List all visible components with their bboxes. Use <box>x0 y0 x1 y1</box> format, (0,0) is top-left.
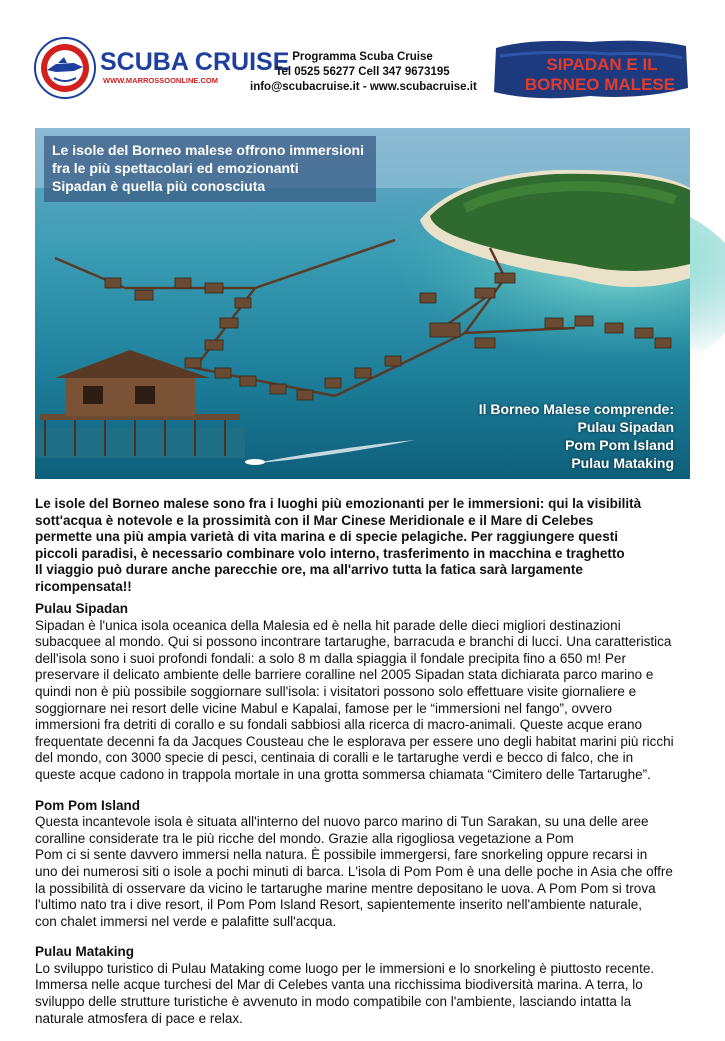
sipadan-borneo-logo <box>490 36 690 102</box>
intro-line: ricompensata!! <box>35 578 132 594</box>
hero-bottom-caption <box>479 400 674 472</box>
body-line: naturale atmosfera di pace e relax. <box>35 1010 243 1026</box>
hero-bottom-caption-line: Il Borneo Malese comprende: <box>478 401 674 417</box>
page-header <box>0 0 725 120</box>
body-line: con chalet immersi nel verde e palafitte sull'acqua. <box>35 913 337 929</box>
contact-info <box>250 50 475 95</box>
body-line: Sipadan è l'unica isola oceanica della Malesia ed è nella hit parade delle dieci migliori destinazioni <box>35 617 621 633</box>
hero-image <box>35 128 690 479</box>
hero-top-caption <box>44 136 376 202</box>
section-pulau-sipadan <box>35 601 695 784</box>
body-line: l'ultimo nato tra i dive resort, il Pom Pom Island Resort, sapientemente inserito nell'ambiente naturale, <box>35 897 642 913</box>
body-line: dell'isola sono i suoi profondi fondali: a solo 8 m dalla spiaggia il fondale precipita fino a 650 m! Per <box>35 650 626 666</box>
body-line: Immersa nelle acque turchesi del Mar di Celebes vanta una ricchissima biodiversità marina. A terra, lo <box>35 977 643 993</box>
section-title: Pulau Sipadan <box>35 601 129 616</box>
section-body <box>35 814 695 930</box>
hero-bottom-caption-line: Pulau Mataking <box>571 455 674 471</box>
logo-url-text: WWW.MARROSSOONLINE.COM <box>103 76 218 85</box>
logo-brand-text: SCUBA CRUISE <box>100 48 290 76</box>
body-line: immersioni fra detriti di corallo e su fondali sabbiosi alla ricerca di macro-animali. Queste acque erano <box>35 717 643 733</box>
intro-line: permette una più ampia varietà di vita marina e di specie pelagiche. Per raggiungere questi <box>35 529 618 545</box>
contact-program-title: Programma Scuba Cruise <box>292 51 433 63</box>
content-sections <box>35 601 695 1041</box>
body-line: Lo sviluppo turistico di Pulau Mataking come luogo per le immersioni e lo snorkeling è piuttosto recente. <box>35 960 655 976</box>
body-line: queste acque cadono in trappola mortale in una grotta sommersa chiamata “Cimitero delle Tartarughe”. <box>35 766 651 782</box>
section-title: Pulau Mataking <box>35 944 135 960</box>
hero-top-caption-line: Le isole del Borneo malese offrono immersioni <box>52 142 364 158</box>
intro-line: sott'acqua è notevole e la prossimità con il Mar Cinese Meridionale e il Mare di Celebes <box>35 512 594 528</box>
section-body <box>35 961 695 1027</box>
scuba-cruise-logo <box>34 36 290 100</box>
intro-line: piccoli paradisi, è necessario combinare volo interno, trasferimento in macchina e traghetto <box>35 545 625 561</box>
body-line: subacquee al mondo. Qui si possono incontrare tartarughe, barracuda e branchi di lucci. Una caratteristica <box>35 634 672 650</box>
intro-paragraph <box>35 496 690 596</box>
body-line: frequentate decenni fa da Jacques Cousteau che le esplorava per essere uno degli habitat marini più ricchi <box>35 733 674 749</box>
hero-top-caption-line: fra le più spettacolari ed emozionanti <box>52 160 299 176</box>
intro-line: Il viaggio può durare anche parecchie ore, ma all'arrivo tutta la fatica sarà largamente <box>35 562 583 578</box>
hero-bottom-caption-line: Pulau Sipadan <box>577 419 674 435</box>
body-line: del mondo, con 3000 specie di pesci, centinaia di coralli e le tartarughe verdi e becco di falco, che in <box>35 750 634 766</box>
body-line: la possibilità di osservare da vicino le tartarughe marine mentre depositano le uova. A Pom Pom si trova <box>35 880 656 896</box>
intro-line: Le isole del Borneo malese sono fra i luoghi più emozionanti per le immersioni: qui la visibilità <box>35 496 642 511</box>
body-line: Pom ci si sente davvero immersi nella natura. È possibile immergersi, fare snorkeling oppure recarsi in <box>35 847 648 863</box>
hero-top-caption-line: Sipadan è quella più conosciuta <box>52 178 266 194</box>
contact-phone: Tel 0525 56277 Cell 347 9673195 <box>275 66 450 78</box>
body-line: soggiornare nei resort delle vicine Mabul e Kapalai, famose per le “immersioni nel fango”, ovvero <box>35 700 613 716</box>
logo-right-line2: BORNEO MALESE <box>524 75 676 94</box>
body-line: uno dei numerosi siti o isole a pochi minuti di barca. L'isola di Pom Pom è una delle poche in Asia che offre <box>35 863 673 879</box>
section-title: Pom Pom Island <box>35 797 141 813</box>
section-pom-pom-island <box>35 798 695 931</box>
contact-email-website: info@scubacruise.it - www.scubacruise.it <box>250 81 477 93</box>
logo-right-line1: SIPADAN E IL <box>546 55 658 74</box>
body-line: Questa incantevole isola è situata all'interno del nuovo parco marino di Tun Sarakan, su una delle aree <box>35 814 649 830</box>
body-line: quindi non è più possibile soggiornare sull'isola: i visitatori possono solo effettuare visite giornaliere e <box>35 683 637 699</box>
body-line: coralline considerate tra le più ricche del mondo. Grazie alla rigogliosa vegetazione a Pom <box>35 830 574 846</box>
section-body <box>35 618 695 784</box>
section-pulau-mataking <box>35 944 695 1027</box>
body-line: sviluppo delle strutture turistiche è avvenuto in modo compatibile con l'ambiente, lasciando intatta la <box>35 994 632 1010</box>
hero-bottom-caption-line: Pom Pom Island <box>565 437 674 453</box>
body-line: preservare il delicato ambiente delle barriere coralline nel 2005 Sipadan stata dichiarata parco marino e <box>35 667 654 683</box>
